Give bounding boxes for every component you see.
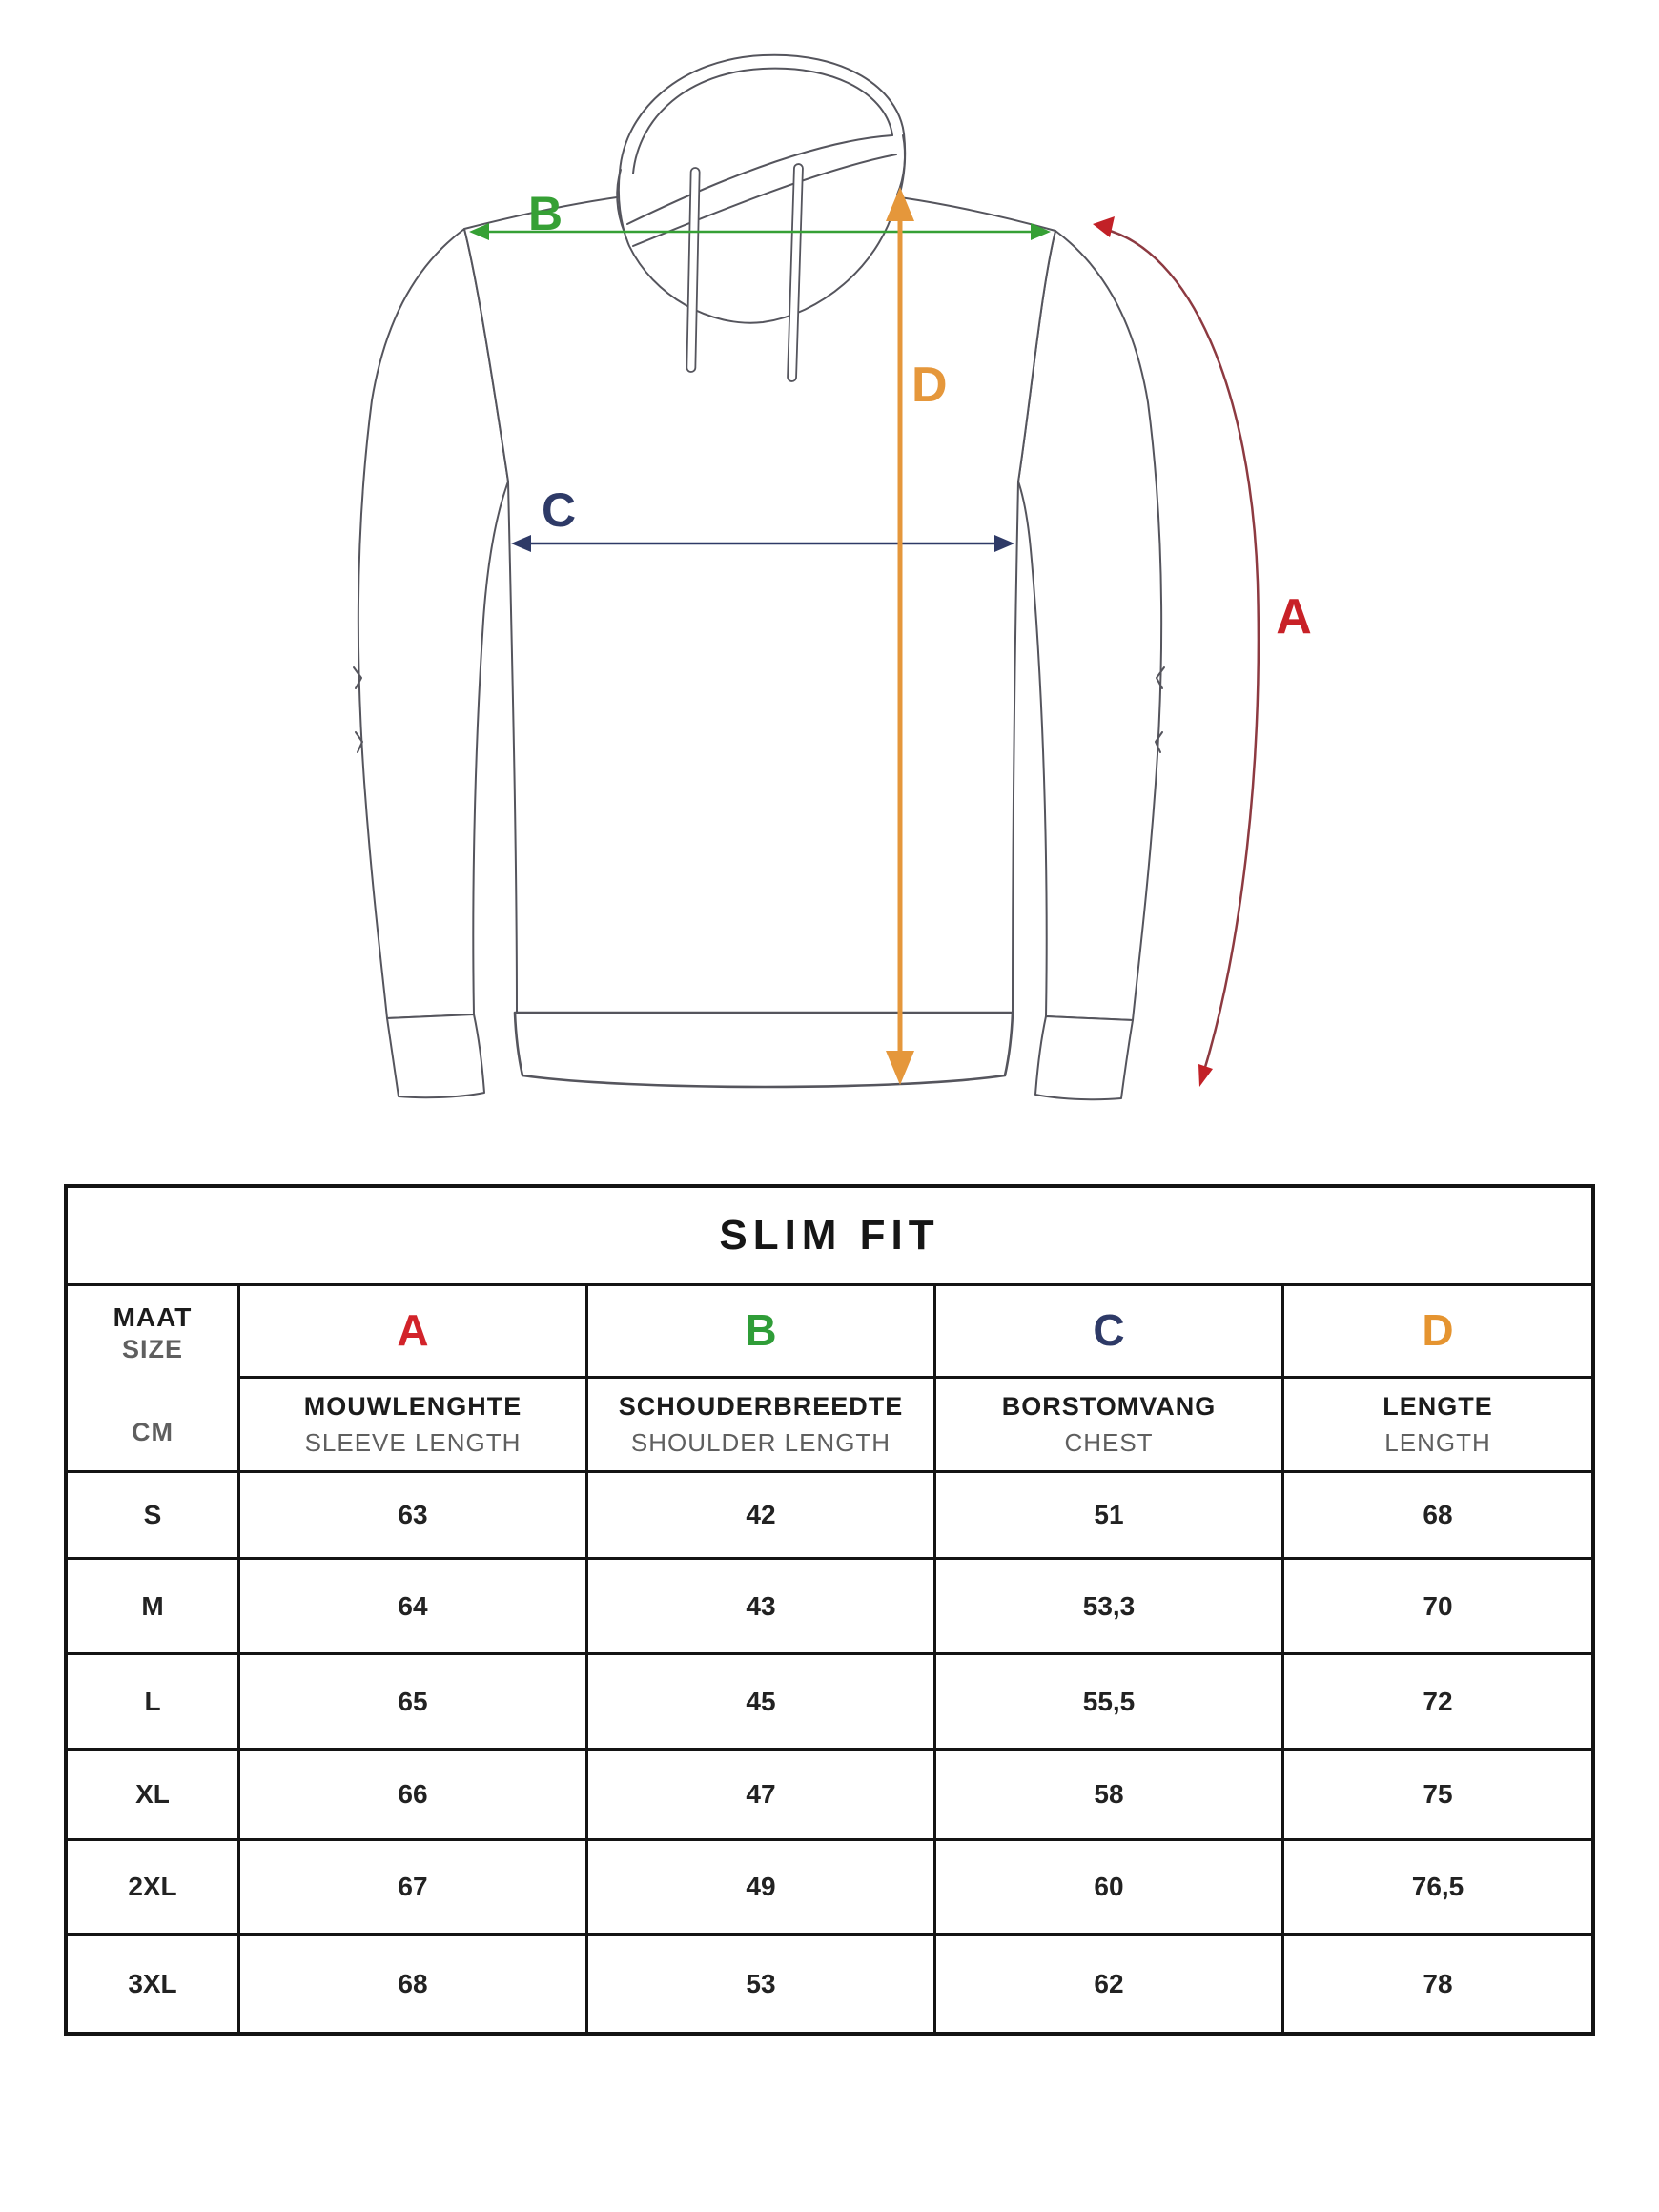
value-cell: 45 <box>588 1655 936 1751</box>
label-en-a: SLEEVE LENGTH <box>304 1427 522 1457</box>
column-letter-b: B <box>588 1286 936 1379</box>
label-en-d: LENGTH <box>1384 1427 1491 1457</box>
label-d: D <box>911 358 948 413</box>
label-a: A <box>1276 589 1312 645</box>
value-cell: 55,5 <box>936 1655 1284 1751</box>
value-cell: 65 <box>240 1655 588 1751</box>
size-label: XL <box>68 1751 240 1841</box>
value-cell: 64 <box>240 1560 588 1655</box>
size-header-unit: CM <box>132 1417 174 1446</box>
label-en-b: SHOULDER LENGTH <box>630 1427 891 1457</box>
arrowhead-a-top <box>1093 216 1115 237</box>
size-table <box>64 1184 1595 2036</box>
label-c: C <box>541 483 577 537</box>
size-header-cell <box>68 1286 240 1473</box>
value-cell: 76,5 <box>1284 1841 1591 1936</box>
value-cell: 70 <box>1284 1560 1591 1655</box>
value-cell: 49 <box>588 1841 936 1936</box>
size-label: 2XL <box>68 1841 240 1936</box>
label-b: B <box>527 187 563 240</box>
value-cell: 67 <box>240 1841 588 1936</box>
value-cell: 58 <box>936 1751 1284 1841</box>
label-nl-c: BORSTOMVANG <box>1001 1392 1217 1422</box>
value-cell: 53 <box>588 1936 936 2032</box>
column-name-c <box>936 1379 1284 1473</box>
value-cell: 78 <box>1423 1968 1453 1998</box>
value-cell: 42 <box>588 1473 936 1560</box>
value-cell: 53,3 <box>936 1560 1284 1655</box>
left-sleeve <box>358 229 508 1018</box>
value-cell: 72 <box>1284 1655 1591 1751</box>
value-cell: 75 <box>1284 1751 1591 1841</box>
column-letter-a: A <box>240 1286 588 1379</box>
size-header-maat: MAAT <box>113 1302 193 1332</box>
column-letter-c: C <box>936 1286 1284 1379</box>
label-nl-a: MOUWLENGHTE <box>303 1392 522 1422</box>
left-cuff <box>387 1014 484 1097</box>
value-cell: 51 <box>936 1473 1284 1560</box>
label-en-c: CHEST <box>1064 1427 1154 1457</box>
size-label: L <box>68 1655 240 1751</box>
size-header-size: SIZE <box>121 1334 183 1363</box>
value-cell: 63 <box>240 1473 588 1560</box>
label-nl-b: SCHOUDERBREEDTE <box>618 1392 904 1422</box>
value-cell: 68 <box>1284 1473 1591 1560</box>
column-name-b <box>588 1379 936 1473</box>
value-cell: 62 <box>936 1936 1284 2032</box>
value-cell: 66 <box>240 1751 588 1841</box>
size-label: M <box>68 1560 240 1655</box>
value-cell: 47 <box>588 1751 936 1841</box>
value-cell: 60 <box>936 1841 1284 1936</box>
column-name-d <box>1284 1379 1591 1473</box>
value-cell: 43 <box>588 1560 936 1655</box>
size-label: 3XL <box>68 1936 240 2032</box>
value-cell: 68 <box>240 1936 588 2032</box>
label-nl-d: LENGTE <box>1382 1392 1493 1422</box>
size-label: S <box>68 1473 240 1560</box>
arrowhead-a-bottom <box>1198 1064 1213 1087</box>
right-cuff <box>1035 1016 1133 1099</box>
column-letter-d: D <box>1284 1286 1591 1379</box>
right-sleeve <box>1018 231 1161 1020</box>
table-title: SLIM FIT <box>68 1188 1591 1286</box>
column-name-a <box>240 1379 588 1473</box>
hem-band <box>515 1013 1013 1087</box>
